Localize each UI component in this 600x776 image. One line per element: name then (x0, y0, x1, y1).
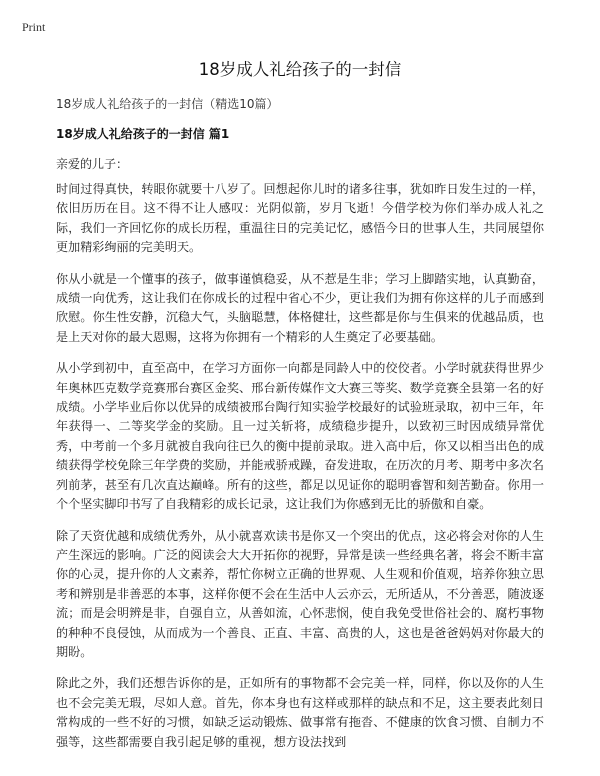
document-title: 18岁成人礼给孩子的一封信 (198, 60, 402, 79)
print-label[interactable]: Print (22, 20, 46, 34)
letter-body (56, 180, 544, 764)
section-heading: 18岁成人礼给孩子的一封信 篇1 (56, 127, 230, 141)
paragraph-2: 你从小就是一个懂事的孩子，做事谨慎稳妥，从不惹是生非；学习上脚踏实地，认真勤奋，成绩一向优秀，这让我们在你成长的过程中省心不少，更让我们为拥有你这样的儿子而感到欣慰。你生性安静，沉稳大气，头脑聪慧，体格健壮，这些都是你与生俱来的优越品质，也是上天对你的最大恩赐，这将为你拥有一个精彩的人生奠定了必要基础。 (56, 271, 544, 344)
paragraph-1: 时间过得真快，转眼你就要十八岁了。回想起你儿时的诸多往事，犹如昨日发生过的一样，依旧历历在目。这不得不让人感叹：光阴似箭，岁月飞逝！今借学校为你们举办成人礼之际，我们一齐回忆你的成长历程，重温往日的完美记忆，感悟今日的世事人生，共同展望你更加精彩绚丽的完美明天。 (56, 182, 544, 255)
document-subtitle: 18岁成人礼给孩子的一封信（精选10篇） (56, 97, 279, 111)
paragraph-3: 从小学到初中，直至高中，在学习方面你一向都是同龄人中的佼佼者。小学时就获得世界少年奥林匹克数学竞赛邢台赛区金奖、邢台新传媒作文大赛三等奖、数学竞赛全县第一名的好成绩。小学毕业后你以优异的成绩被邢台陶行知实验学校最好的试验班录取，初中三年，年年获得一、二等奖学金的奖励。且一过关斩将，成绩稳步提升，以致初三时因成绩异常优秀，中考前一个多月就被自我向往已久的衡中提前录取。进入高中后，你又以相当出色的成绩获得学校免除三年学费的奖励，并能戒骄戒躁，奋发进取，在历次的月考、期考中多次名列前茅，甚至有几次直达巅峰。所有的这些，都足以见证你的聪明睿智和刻苦勤奋。你用一个个坚实脚印书写了自我精彩的成长记录，这让我们为你感到无比的骄傲和自豪。 (56, 361, 544, 512)
paragraph-4: 除了天资优越和成绩优秀外，从小就喜欢读书是你又一个突出的优点，这必将会对你的人生产生深远的影响。广泛的阅读会大大开拓你的视野，异常是读一些经典名著，将会不断丰富你的心灵，提升你的人文素养，帮忙你树立正确的世界观、人生观和价值观，培养你独立思考和辨别是非善恶的本事，这样你便不会在生活中人云亦云，无所适从，不分善恶，随波逐流；而是会明辨是非，自强自立，从善如流，心怀悲悯，使自我免受世俗社会的、腐朽事物的种种不良侵蚀，从而成为一个善良、正直、丰富、高贵的人，这也是爸爸妈妈对你最大的期盼。 (56, 528, 544, 659)
greeting: 亲爱的儿子： (56, 157, 129, 171)
paragraph-5: 除此之外，我们还想告诉你的是，正如所有的事物都不会完美一样，同样，你以及你的人生也不会完美无瑕，尽如人意。首先，你本身也有这样或那样的缺点和不足，这主要表此刻日常构成的一些不好的习惯，如缺乏运动锻炼、做事常有拖沓、不健康的饮食习惯、自制力不强等，这些都需要自我引起足够的重视，想方设法找到 (56, 676, 544, 749)
